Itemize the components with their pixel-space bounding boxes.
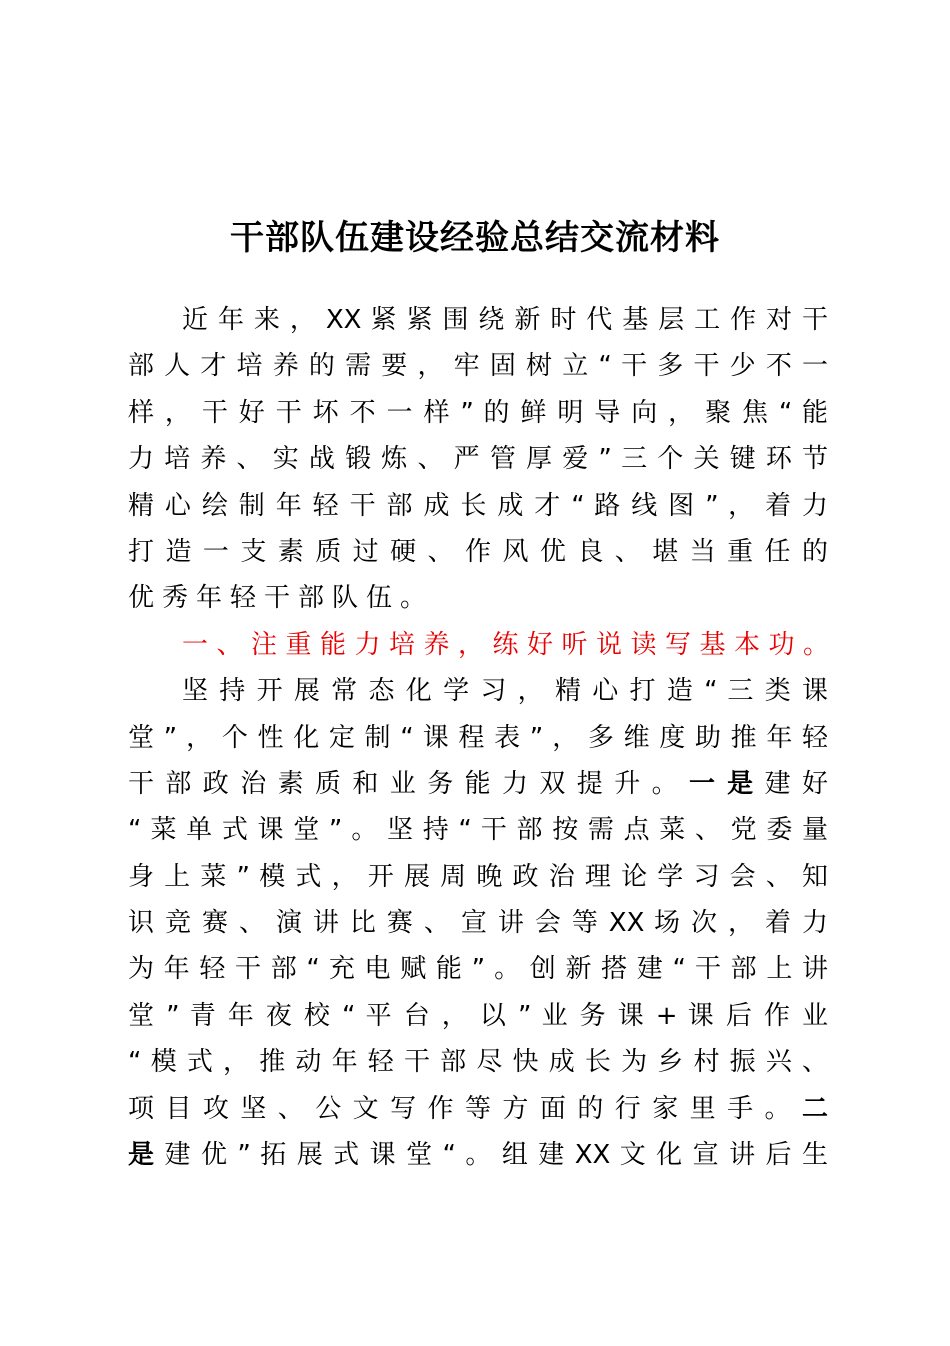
paragraph-line: 优秀年轻干部队伍。 bbox=[128, 583, 435, 614]
paragraph-line bbox=[128, 1132, 828, 1178]
section-heading: 一、注重能力培养，练好听说读写基本功。 bbox=[182, 629, 838, 660]
document-title: 干部队伍建设经验总结交流材料 bbox=[230, 218, 720, 258]
paragraph-text: 建 优 ” 拓 展 式 课 堂 “ 。 组 建 XX 文 化 宣 讲 后 生 bbox=[164, 1140, 829, 1171]
paragraph-line bbox=[128, 1086, 828, 1132]
bold-marker: 是 bbox=[128, 1140, 156, 1171]
bold-marker: 一 是 bbox=[689, 768, 755, 799]
paragraph-line: 样 ， 干 好 干 坏 不 一 样 ” 的 鲜 明 导 向 ， 聚 焦 “ 能 bbox=[128, 397, 828, 428]
paragraph-line: 力 培 养 、 实 战 锻 炼 、 严 管 厚 爱 ” 三 个 关 键 环 节 bbox=[128, 444, 828, 475]
document-body bbox=[128, 297, 838, 1178]
paragraph-line: 身 上 菜 ” 模 式 ， 开 展 周 晚 政 治 理 论 学 习 会 、 知 bbox=[128, 861, 828, 892]
paragraph-text: 项 目 攻 坚 、 公 文 写 作 等 方 面 的 行 家 里 手 。 bbox=[128, 1093, 793, 1124]
paragraph-line: 为 年 轻 干 部 “ 充 电 赋 能 ” 。 创 新 搭 建 “ 干 部 上 讲 bbox=[128, 954, 828, 985]
paragraph-text: 建 好 bbox=[764, 768, 829, 799]
paragraph-line: 部 人 才 培 养 的 需 要 ， 牢 固 树 立 “ 干 多 干 少 不 一 bbox=[128, 351, 828, 382]
paragraph-line bbox=[128, 761, 828, 807]
paragraph-text: 干 部 政 治 素 质 和 业 务 能 力 双 提 升 。 bbox=[128, 768, 680, 799]
paragraph-line: 识 竞 赛 、 演 讲 比 赛 、 宣 讲 会 等 XX 场 次 ， 着 力 bbox=[128, 908, 828, 939]
paragraph-line: 堂 ” 青 年 夜 校 “ 平 台 ， 以 ” 业 务 课 + 课 后 作 业 bbox=[128, 1000, 828, 1031]
bold-marker: 二 bbox=[802, 1093, 829, 1124]
paragraph-line: 打 造 一 支 素 质 过 硬 、 作 风 优 良 、 堪 当 重 任 的 bbox=[128, 536, 828, 567]
paragraph-line: 堂 ” ， 个 性 化 定 制 “ 课 程 表 ” ， 多 维 度 助 推 年 轻 bbox=[128, 722, 828, 753]
paragraph-line: “ 菜 单 式 课 堂 ” 。 坚 持 “ 干 部 按 需 点 菜 、 党 委 量 bbox=[128, 815, 828, 846]
paragraph-line: “ 模 式 ， 推 动 年 轻 干 部 尽 快 成 长 为 乡 村 振 兴 、 bbox=[128, 1047, 828, 1078]
paragraph-line: 精 心 绘 制 年 轻 干 部 成 长 成 才 “ 路 线 图 ” ， 着 力 bbox=[128, 490, 828, 521]
paragraph-line: 近 年 来 ， XX 紧 紧 围 绕 新 时 代 基 层 工 作 对 干 bbox=[182, 305, 828, 335]
paragraph-line: 坚 持 开 展 常 态 化 学 习 ， 精 心 打 造 “ 三 类 课 bbox=[182, 676, 828, 707]
